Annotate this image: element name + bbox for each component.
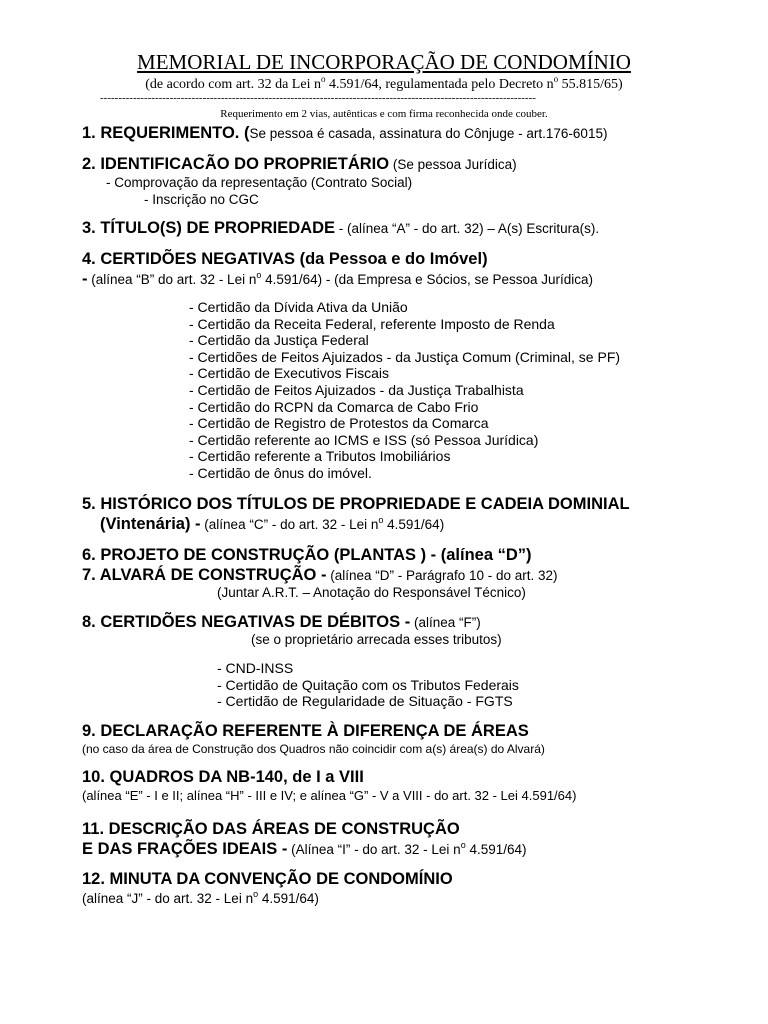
list-item: - Certidão do RCPN da Comarca de Cabo Frio: [189, 398, 479, 415]
section-8: 8. CERTIDÕES NEGATIVAS DE DÉBITOS - (alínea “F”): [82, 613, 481, 631]
section-2-line-2: - Inscrição no CGC: [144, 192, 259, 207]
list-item: - Certidão referente a Tributos Imobiliários: [189, 448, 451, 465]
list-item: - Certidão de Registro de Protestos da Comarca: [189, 415, 489, 432]
dashed-divider: -----------------------------------------------------------------------------------------------------------------------: [100, 92, 536, 104]
list-item: - Certidão de Executivos Fiscais: [189, 365, 389, 382]
section-12-note: (alínea “J” - do art. 32 - Lei $n^o$ 4.591/64): [82, 889, 319, 906]
section-11-subline: E DAS FRAÇÕES IDEAIS - (Alínea “I” - do art. 32 - Lei $n^o$ 4.591/64): [82, 840, 527, 858]
list-item: - Certidão de ônus do imóvel.: [189, 464, 372, 481]
list-item: - Certidão referente ao ICMS e ISS (só Pessoa Jurídica): [189, 431, 539, 448]
section-10-note: (alínea “E” - I e II; alínea “H” - III e IV; e alínea “G” - V a VIII - do art. 32 - Lei 4.591/64): [82, 788, 577, 803]
section-4-subline: - (alínea “B” do art. 32 - Lei $n^o$ 4.591/64) - (da Empresa e Sócios, se Pessoa Jurídica): [82, 270, 594, 288]
section-9-heading: 9. DECLARAÇÃO REFERENTE À DIFERENÇA DE ÁREAS: [82, 722, 529, 740]
section-5-heading: 5. HISTÓRICO DOS TÍTULOS DE PROPRIEDADE E CADEIA DOMINIAL: [82, 495, 630, 513]
section-4-list: [189, 299, 620, 482]
list-item: - Certidão da Dívida Ativa da União: [189, 299, 408, 315]
section-4-heading: 4. CERTIDÕES NEGATIVAS (da Pessoa e do Imóvel): [82, 250, 488, 268]
list-item: - Certidão de Regularidade de Situação - FGTS: [217, 693, 513, 710]
section-12-heading: 12. MINUTA DA CONVENÇÃO DE CONDOMÍNIO: [82, 870, 453, 888]
section-3: 3. TÍTULO(S) DE PROPRIEDADE - (alínea “A” - do art. 32) – A(s) Escritura(s).: [82, 219, 600, 237]
list-item: - Certidões de Feitos Ajuizados - da Justiça Comum (Criminal, se PF): [189, 348, 621, 365]
requirement-note: Requerimento em 2 vias, autênticas e com firma reconhecida onde couber.: [220, 108, 548, 120]
list-item: - Certidão de Feitos Ajuizados - da Justiça Trabalhista: [189, 381, 524, 398]
page-title: MEMORIAL DE INCORPORAÇÃO DE CONDOMÍNIO: [137, 50, 631, 74]
list-item: - Certidão de Quitação com os Tributos Federais: [217, 676, 519, 693]
list-item: - Certidão da Receita Federal, referente Imposto de Renda: [189, 315, 555, 332]
section-1: 1. REQUERIMENTO. (Se pessoa é casada, assinatura do Cônjuge - art.176-6015): [82, 124, 608, 142]
section-10-heading: 10. QUADROS DA NB-140, de I a VIII: [82, 768, 364, 786]
section-11-heading: 11. DESCRIÇÃO DAS ÁREAS DE CONSTRUÇÃO: [82, 820, 460, 838]
list-item: - Certidão da Justiça Federal: [189, 332, 369, 349]
section-8-line: (se o proprietário arrecada esses tributos): [251, 632, 502, 647]
section-2-line-1: - Comprovação da representação (Contrato Social): [106, 175, 413, 190]
section-2: 2. IDENTIFICACÃO DO PROPRIETÁRIO (Se pessoa Jurídica): [82, 155, 517, 173]
page-subtitle: (de acordo com art. 32 da Lei $n^o$ 4.591/64, regulamentada pelo Decreto $n^o$ 55.815/65): [145, 74, 623, 92]
section-9-note: (no caso da área de Construção dos Quadros não coincidir com a(s) área(s) do Alvará): [82, 742, 545, 756]
section-6-heading: 6. PROJETO DE CONSTRUÇÃO (PLANTAS ) - (alínea “D”): [82, 546, 532, 564]
section-7-line: (Juntar A.R.T. – Anotação do Responsável Técnico): [217, 585, 526, 600]
section-7: 7. ALVARÁ DE CONSTRUÇÃO - (alínea “D” - Parágrafo 10 - do art. 32): [82, 566, 558, 584]
list-item: - CND-INSS: [217, 660, 294, 676]
section-5-subline: (Vintenária) - (alínea “C” - do art. 32 - Lei $n^o$ 4.591/64): [100, 515, 445, 533]
section-8-list: [217, 660, 519, 710]
